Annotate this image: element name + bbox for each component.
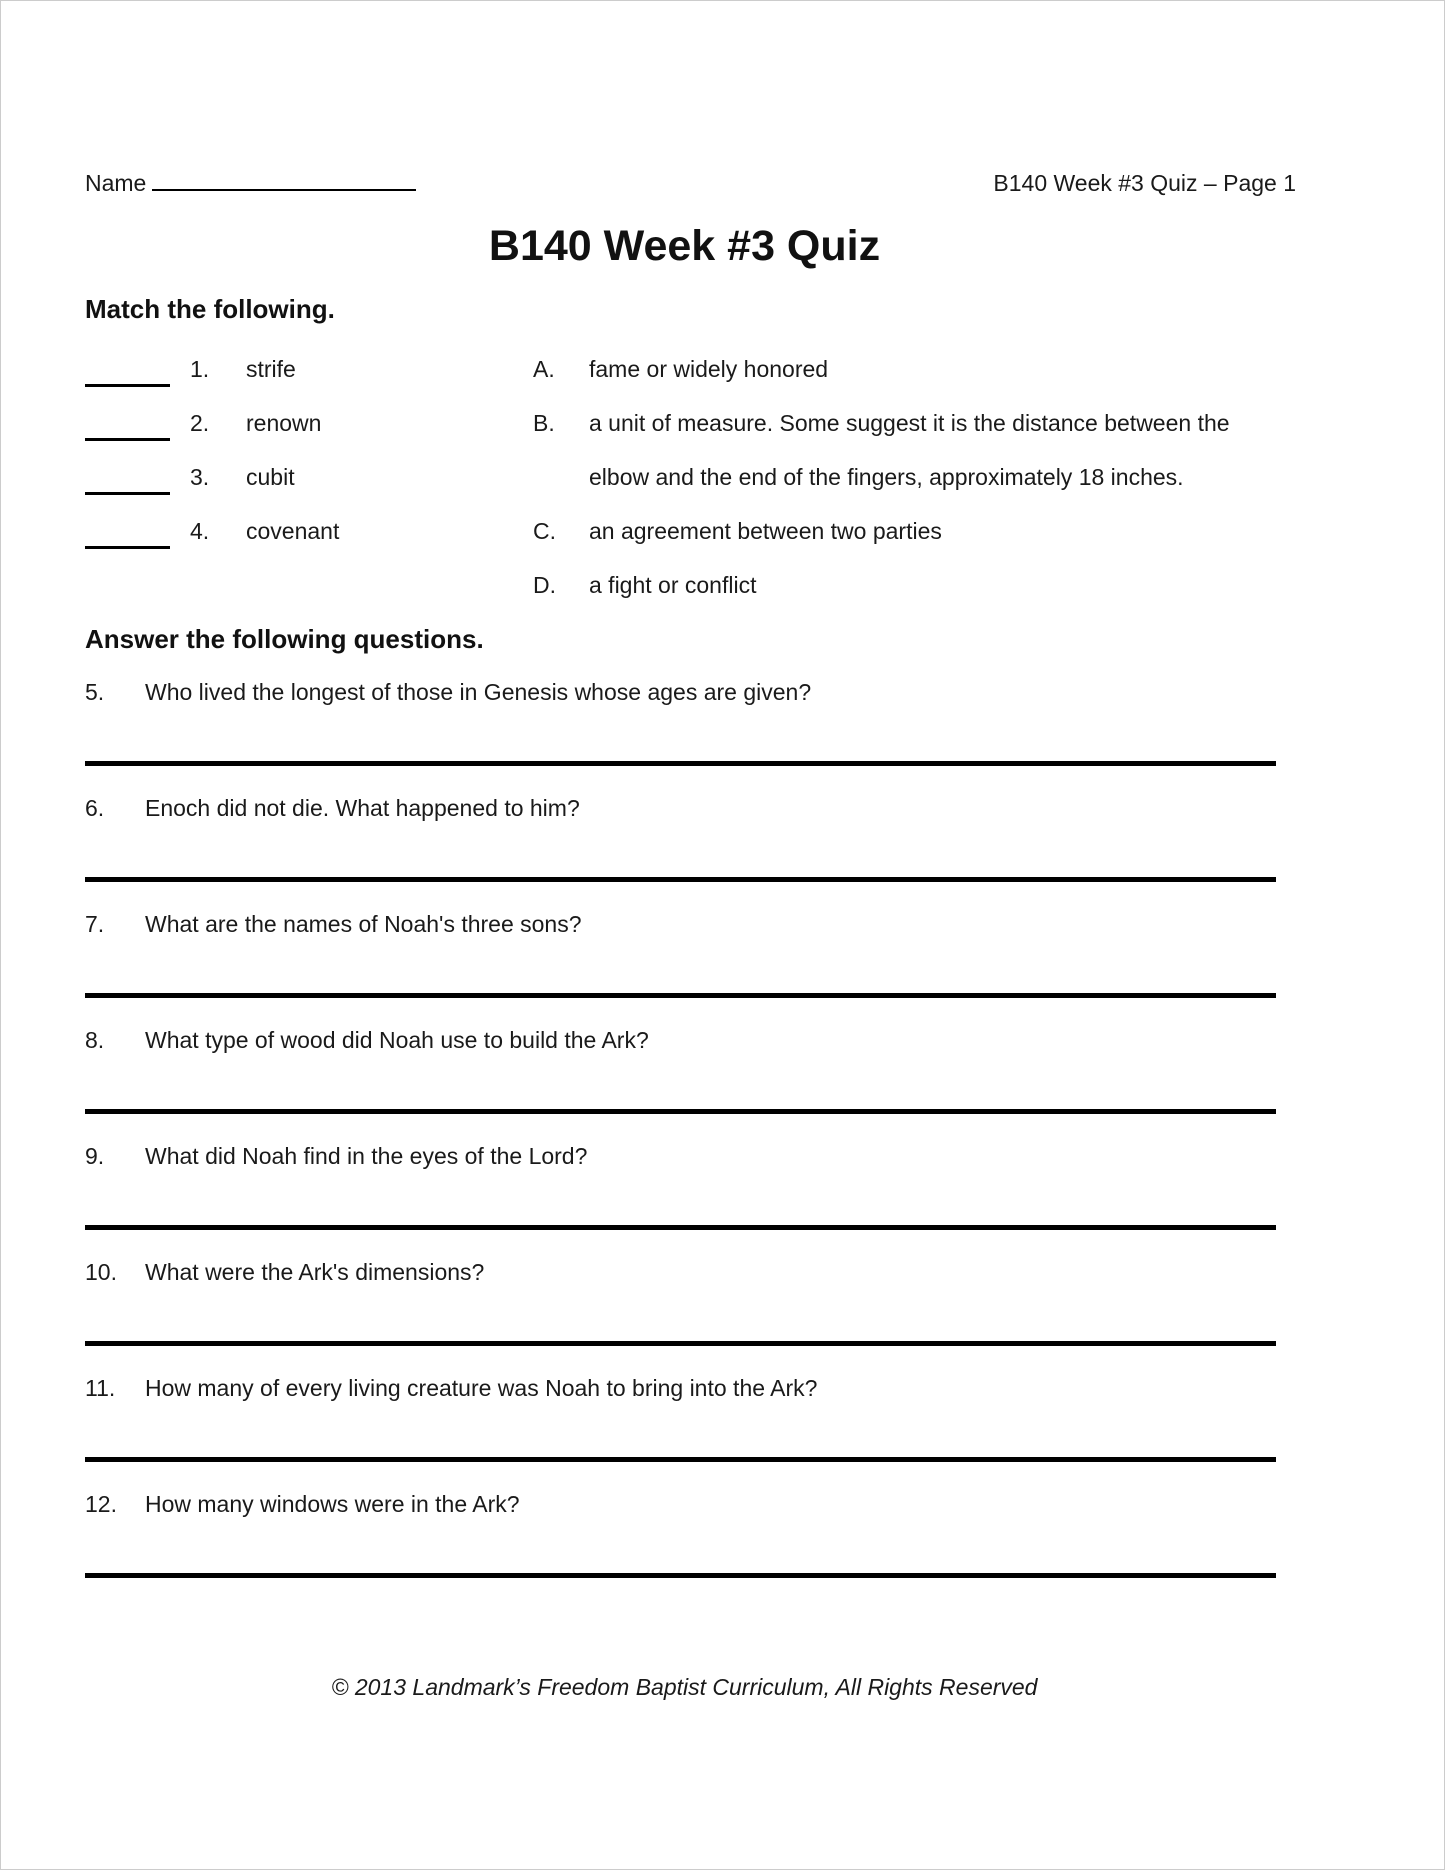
definition-text: a unit of measure. Some suggest it is the distance between the elbow and the end of the fingers, approximately 18 inches. — [589, 410, 1230, 490]
definition-item — [533, 342, 1259, 396]
definition-item — [533, 558, 1259, 612]
question-item — [85, 1490, 1274, 1518]
question-number: 11. — [85, 1375, 116, 1401]
matching-row — [85, 504, 533, 558]
name-line — [152, 189, 416, 191]
answer-blank — [85, 384, 170, 387]
question-number: 10. — [85, 1259, 117, 1285]
matching-row — [85, 342, 533, 396]
definition-item — [533, 504, 1259, 558]
answer-blank — [85, 546, 170, 549]
answer-line — [85, 1573, 1276, 1578]
question-number: 7. — [85, 911, 105, 937]
matching-row — [85, 450, 533, 504]
question-text: How many windows were in the Ark? — [145, 1491, 520, 1517]
answer-line — [85, 1457, 1276, 1462]
term-label: strife — [246, 356, 296, 382]
question-text: Enoch did not die. What happened to him? — [145, 795, 580, 821]
question-number: 8. — [85, 1027, 105, 1053]
footer-copyright: © 2013 Landmark’s Freedom Baptist Curriculum, All Rights Reserved — [331, 1674, 1038, 1700]
term-number: 1. — [190, 356, 210, 382]
definition-letter: A. — [533, 356, 555, 382]
answer-blank — [85, 492, 170, 495]
question-number: 9. — [85, 1143, 105, 1169]
definition-text: an agreement between two parties — [589, 518, 942, 544]
term-label: cubit — [246, 464, 295, 490]
question-text: What did Noah find in the eyes of the Lord? — [145, 1143, 588, 1169]
answer-line — [85, 1225, 1276, 1230]
definition-text: fame or widely honored — [589, 356, 829, 382]
answer-blank — [85, 438, 170, 441]
question-item — [85, 678, 1274, 706]
question-text: What were the Ark's dimensions? — [145, 1259, 485, 1285]
questions-section-heading: Answer the following questions. — [85, 624, 484, 654]
question-item — [85, 1142, 1274, 1170]
question-text: Who lived the longest of those in Genesis whose ages are given? — [145, 679, 812, 705]
question-item — [85, 1026, 1274, 1054]
answer-line — [85, 877, 1276, 882]
question-item — [85, 1374, 1274, 1402]
term-label: covenant — [246, 518, 340, 544]
answer-line — [85, 1341, 1276, 1346]
question-text: How many of every living creature was Noah to bring into the Ark? — [145, 1375, 818, 1401]
definition-letter: D. — [533, 572, 556, 598]
term-number: 4. — [190, 518, 210, 544]
definition-letter: B. — [533, 410, 555, 436]
question-number: 6. — [85, 795, 105, 821]
question-text: What are the names of Noah's three sons? — [145, 911, 582, 937]
page-header — [85, 169, 1296, 197]
matching-definitions-column — [533, 342, 1259, 612]
answer-line — [85, 1109, 1276, 1114]
question-item — [85, 794, 1274, 822]
matching-row — [85, 396, 533, 450]
question-item — [85, 1258, 1274, 1286]
answer-line — [85, 761, 1276, 766]
answer-line — [85, 993, 1276, 998]
definition-letter: C. — [533, 518, 556, 544]
question-item — [85, 910, 1274, 938]
question-number: 5. — [85, 679, 105, 705]
name-field — [85, 169, 416, 197]
question-text: What type of wood did Noah use to build the Ark? — [145, 1027, 649, 1053]
page-reference: B140 Week #3 Quiz – Page 1 — [993, 170, 1296, 196]
definition-item — [533, 396, 1259, 504]
question-number: 12. — [85, 1491, 117, 1517]
quiz-title: B140 Week #3 Quiz — [488, 222, 881, 270]
matching-terms-column — [85, 342, 533, 558]
term-number: 2. — [190, 410, 210, 436]
term-number: 3. — [190, 464, 210, 490]
matching-section-heading: Match the following. — [85, 294, 335, 324]
definition-text: a fight or conflict — [589, 572, 757, 598]
name-label: Name — [85, 170, 147, 196]
term-label: renown — [246, 410, 322, 436]
